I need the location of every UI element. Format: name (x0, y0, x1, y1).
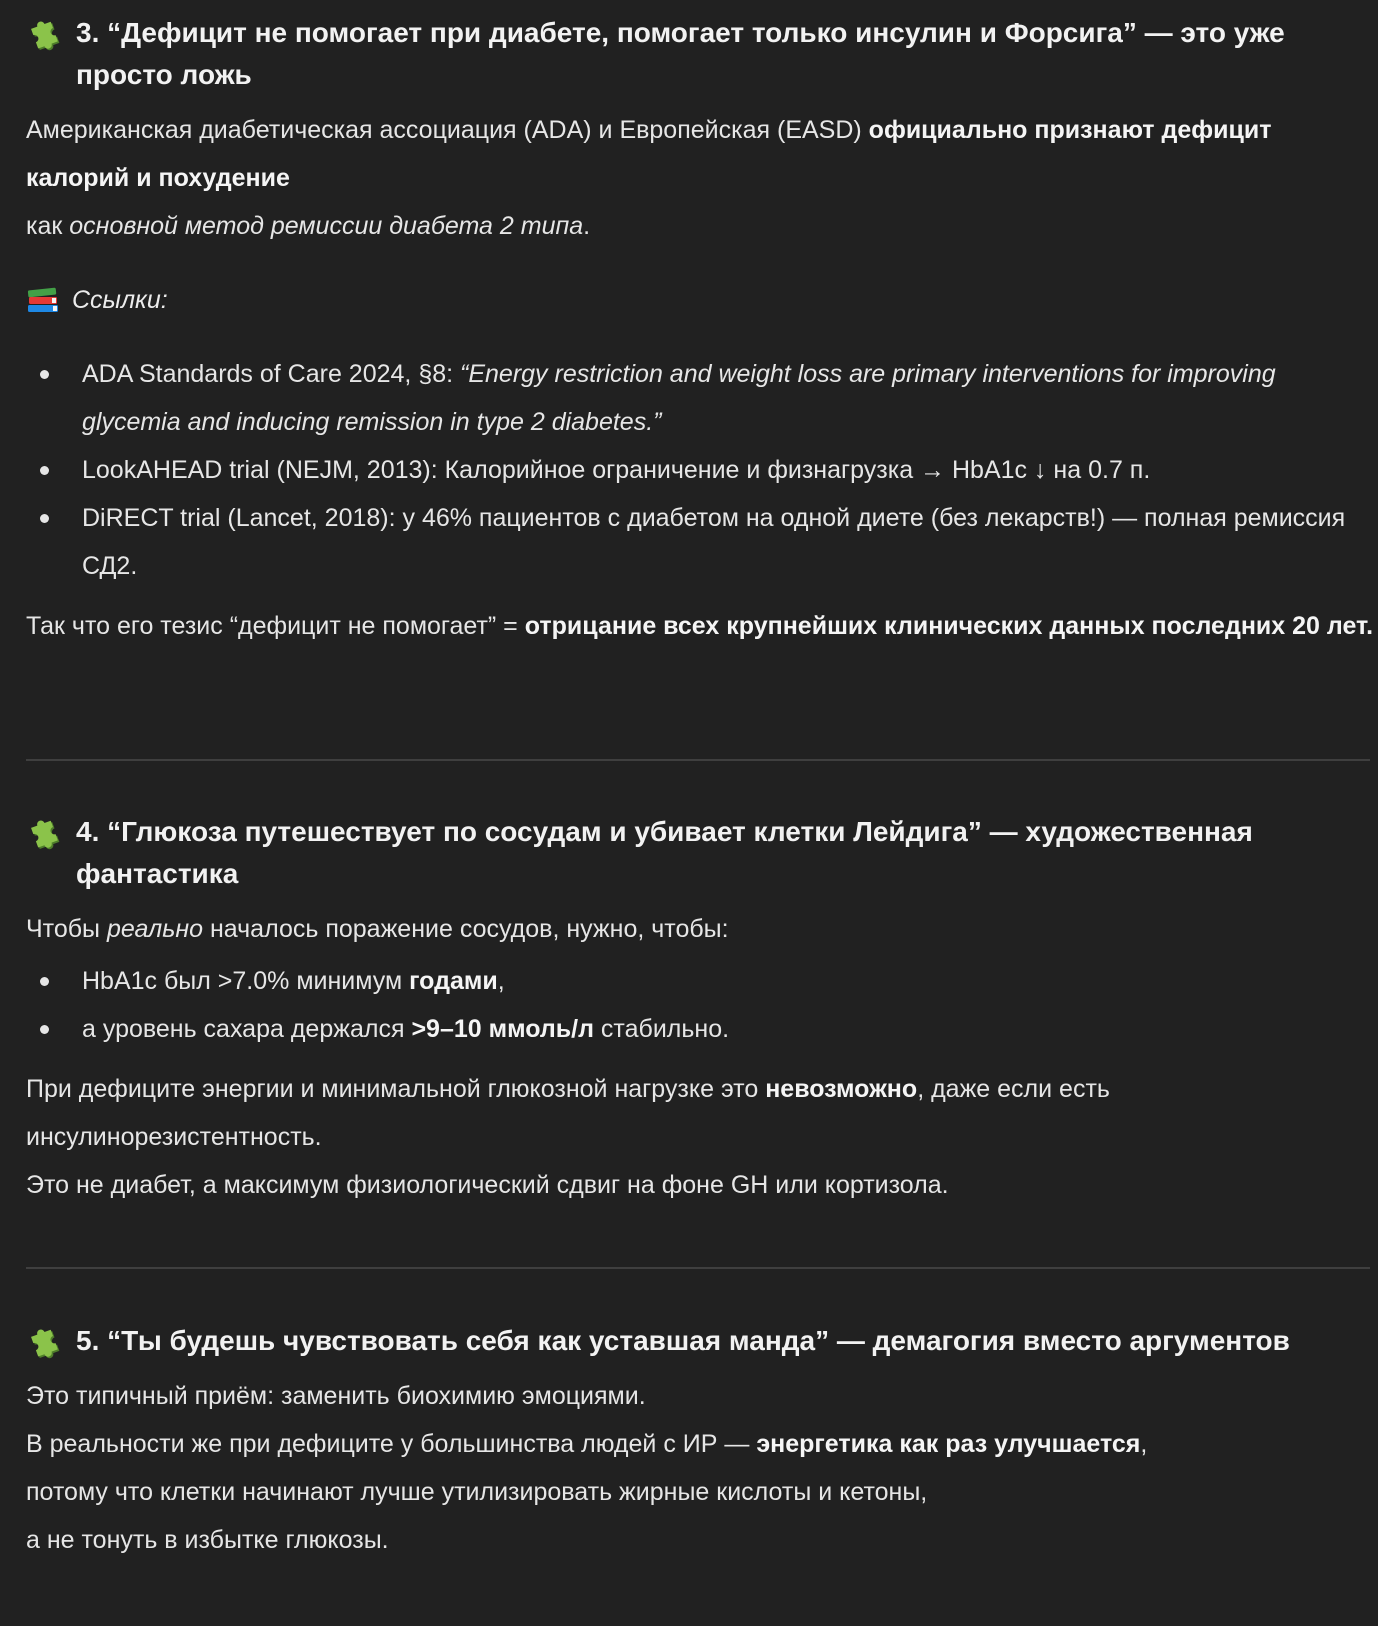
section-3-conclusion (26, 602, 1376, 650)
bold-run: отрицание всех крупнейших клинических данных последних 20 лет. (524, 612, 1374, 640)
text-run: HbA1c был >7.0% минимум (82, 967, 410, 995)
list-item (26, 494, 1376, 590)
puzzle-piece-icon (26, 13, 64, 51)
section-5-paragraph-4: а не тонуть в избытке глюкозы. (26, 1526, 389, 1554)
italic-run: реально (106, 915, 204, 943)
italic-run: “Energy restriction and weight loss are primary interventions for improving glycemia and inducing remission in type 2 diabetes.” (82, 360, 1276, 436)
bold-run: официально признают дефицит калорий и похудение (26, 116, 1272, 192)
bold-run: невозможно (765, 1075, 918, 1103)
section-3 (26, 12, 1376, 650)
text-run: как (26, 212, 70, 240)
text-run: , (1140, 1430, 1148, 1458)
text-run: LookAHEAD trial (NEJM, 2013): Калорийное ограничение и физнагрузка → HbA1c ↓ на 0.7 п. (82, 456, 1151, 484)
bold-run: энергетика как раз улучшается (756, 1430, 1141, 1458)
list-item (26, 957, 1376, 1005)
divider (26, 759, 1370, 761)
text-run: . (583, 212, 591, 240)
italic-run: основной метод ремиссии диабета 2 типа (69, 212, 584, 240)
text-run: , даже если есть инсулинорезистентность. (26, 1075, 1110, 1151)
text-run: ADA Standards of Care 2024, §8: (82, 360, 461, 388)
section-5-paragraph-1: Это типичный приём: заменить биохимию эмоциями. (26, 1382, 646, 1410)
conditions-list (26, 957, 1376, 1053)
text-run: Американская диабетическая ассоциация (ADA) и Европейская (EASD) (26, 116, 869, 144)
books-icon (26, 285, 60, 315)
section-5-paragraph-3: потому что клетки начинают лучше утилизировать жирные кислоты и кетоны, (26, 1478, 928, 1506)
section-4-paragraph-2: Это не диабет, а максимум физиологический сдвиг на фоне GH или кортизола. (26, 1171, 949, 1199)
text-run: а уровень сахара держался (82, 1015, 412, 1043)
section-5 (26, 1320, 1376, 1564)
list-item (26, 446, 1376, 494)
section-5-heading (26, 1320, 1376, 1362)
section-4 (26, 811, 1376, 1209)
bold-run: годами (409, 967, 498, 995)
text-run: В реальности же при дефиците у большинства людей с ИР — (26, 1430, 757, 1458)
text-run: Так что его тезис “дефицит не помогает” = (26, 612, 525, 640)
section-5-paragraph-2 (26, 1420, 1376, 1468)
text-run: , (497, 967, 505, 995)
puzzle-piece-icon (26, 1321, 64, 1359)
section-4-intro (26, 905, 1376, 953)
heading-text: 3. “Дефицит не помогает при диабете, помогает только инсулин и Форсига” — это уже просто ложь (76, 17, 1285, 90)
refs-label: Ссылки: (72, 286, 168, 314)
list-item (26, 1005, 1376, 1053)
text-run: DiRECT trial (Lancet, 2018): у 46% пациентов с диабетом на одной диете (без лекарств!) — полная ремиссия СД2. (82, 504, 1346, 580)
text-run: При дефиците энергии и минимальной глюкозной нагрузке это (26, 1075, 766, 1103)
bold-run: >9–10 ммоль/л (411, 1015, 594, 1043)
section-4-heading (26, 811, 1376, 895)
section-4-paragraph-1 (26, 1065, 1376, 1161)
refs-label-row (26, 276, 1376, 324)
puzzle-piece-icon (26, 812, 64, 850)
text-run: Чтобы (26, 915, 107, 943)
heading-text: 5. “Ты будешь чувствовать себя как уставшая манда” — демагогия вместо аргументов (76, 1325, 1290, 1356)
divider (26, 1267, 1370, 1269)
section-3-intro (26, 106, 1376, 250)
section-3-heading (26, 12, 1376, 96)
text-run: началось поражение сосудов, нужно, чтобы: (203, 915, 729, 943)
list-item (26, 350, 1376, 446)
refs-list (26, 350, 1376, 590)
heading-text: 4. “Глюкоза путешествует по сосудам и убивает клетки Лейдига” — художественная фантастика (76, 816, 1253, 889)
text-run: стабильно. (593, 1015, 730, 1043)
